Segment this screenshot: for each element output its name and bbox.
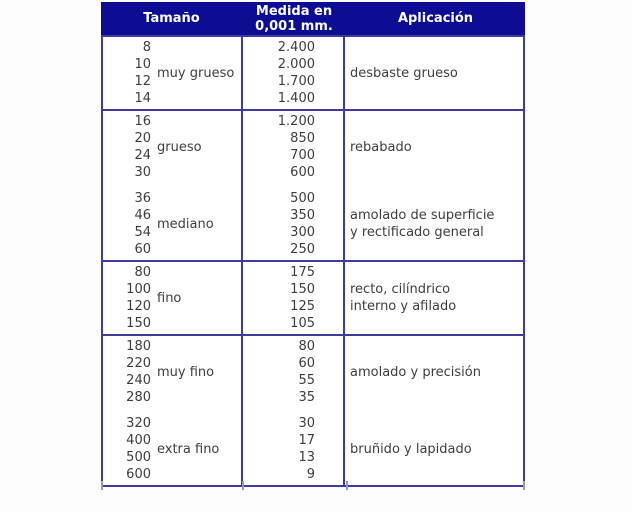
application-line: bruñido y lapidado (350, 441, 472, 457)
measure-value: 13 (298, 450, 315, 465)
border-stub (242, 481, 244, 490)
measure-value: 700 (290, 148, 315, 163)
size-value: 120 (126, 299, 151, 314)
table-body (101, 35, 525, 487)
measure-group (243, 190, 343, 258)
size-value: 240 (126, 373, 151, 388)
measure-value: 2.400 (277, 40, 315, 55)
table-row (103, 334, 523, 485)
grade-label: muy fino (157, 364, 215, 380)
grade-label: muy grueso (157, 65, 235, 81)
grain-size-table (101, 2, 525, 487)
size-values (103, 264, 151, 332)
size-value: 8 (142, 40, 151, 55)
size-group (103, 113, 241, 181)
size-values (103, 39, 151, 107)
measure-value: 600 (290, 165, 315, 180)
measure-values (271, 190, 315, 258)
grade-label: extra fino (157, 441, 220, 457)
size-value: 16 (134, 114, 151, 129)
measure-value: 300 (290, 225, 315, 240)
size-values (103, 190, 151, 258)
size-cell (103, 37, 241, 109)
header-measure-line1: Medida en (255, 3, 333, 19)
measure-cell (241, 111, 343, 260)
application-text (350, 364, 481, 381)
application-text (350, 441, 472, 458)
size-group (103, 264, 241, 332)
size-value: 54 (134, 225, 151, 240)
size-cell (103, 111, 241, 260)
measure-value: 9 (306, 467, 315, 482)
measure-cell (241, 37, 343, 109)
measure-value: 850 (290, 131, 315, 146)
application-group (345, 264, 519, 332)
measure-values (271, 264, 315, 332)
size-values (103, 338, 151, 406)
table-header-row (101, 2, 525, 35)
size-value: 280 (126, 390, 151, 405)
size-value: 24 (134, 148, 151, 163)
measure-value: 30 (298, 416, 315, 431)
size-values (103, 113, 151, 181)
application-group (345, 415, 519, 483)
measure-value: 80 (298, 339, 315, 354)
application-group (345, 190, 519, 258)
size-value: 60 (134, 242, 151, 257)
size-value: 100 (126, 282, 151, 297)
measure-value: 105 (290, 316, 315, 331)
size-value: 180 (126, 339, 151, 354)
application-line: recto, cilíndrico (350, 282, 451, 297)
header-size: Tamaño (143, 11, 200, 26)
size-value: 30 (134, 165, 151, 180)
application-line: interno y afilado (350, 299, 457, 314)
measure-values (271, 338, 315, 406)
measure-value: 150 (290, 282, 315, 297)
application-text (350, 65, 458, 82)
size-value: 14 (134, 91, 151, 106)
table-row (103, 37, 523, 109)
size-values (103, 415, 151, 483)
application-text (350, 139, 412, 156)
application-line: rebabado (350, 139, 412, 155)
measure-group (243, 338, 343, 406)
measure-value: 125 (290, 299, 315, 314)
size-group (103, 190, 241, 258)
application-cell (343, 336, 519, 485)
application-line: y rectificado general (350, 225, 484, 240)
measure-value: 2.000 (277, 57, 315, 72)
measure-cell (241, 262, 343, 334)
table-row (103, 260, 523, 334)
size-value: 80 (134, 265, 151, 280)
measure-value: 1.400 (277, 91, 315, 106)
application-group (345, 338, 519, 406)
size-group (103, 39, 241, 107)
size-value: 320 (126, 416, 151, 431)
measure-values (271, 415, 315, 483)
size-value: 150 (126, 316, 151, 331)
size-value: 600 (126, 467, 151, 482)
application-group (345, 113, 519, 181)
size-value: 400 (126, 433, 151, 448)
measure-cell (241, 336, 343, 485)
application-group (345, 39, 519, 107)
grade-label: grueso (157, 139, 202, 155)
grade-label: fino (157, 290, 182, 306)
measure-value: 350 (290, 208, 315, 223)
measure-group (243, 415, 343, 483)
grade-label: mediano (157, 216, 214, 232)
measure-value: 35 (298, 390, 315, 405)
size-value: 20 (134, 131, 151, 146)
size-value: 10 (134, 57, 151, 72)
application-cell (343, 37, 519, 109)
header-measure-line2: 0,001 mm. (255, 18, 333, 34)
application-text (350, 207, 494, 241)
measure-value: 1.200 (277, 114, 315, 129)
measure-value: 250 (290, 242, 315, 257)
measure-values (271, 113, 315, 181)
size-cell (103, 336, 241, 485)
size-value: 500 (126, 450, 151, 465)
border-stub (523, 481, 525, 490)
size-value: 12 (134, 74, 151, 89)
application-cell (343, 262, 519, 334)
application-line: amolado de superficie (350, 208, 495, 223)
measure-group (243, 113, 343, 181)
measure-value: 1.700 (277, 74, 315, 89)
size-value: 36 (134, 191, 151, 206)
header-measure (242, 4, 346, 34)
measure-values (271, 39, 315, 107)
measure-group (243, 39, 343, 107)
size-value: 220 (126, 356, 151, 371)
size-group (103, 415, 241, 483)
measure-group (243, 264, 343, 332)
application-line: amolado y precisión (350, 364, 481, 380)
application-text (350, 281, 456, 315)
application-line: desbaste grueso (350, 65, 458, 81)
border-stub (346, 481, 348, 490)
size-value: 46 (134, 208, 151, 223)
header-application: Aplicación (397, 11, 474, 26)
size-cell (103, 262, 241, 334)
measure-value: 17 (298, 433, 315, 448)
size-group (103, 338, 241, 406)
measure-value: 500 (290, 191, 315, 206)
measure-value: 175 (290, 265, 315, 280)
measure-value: 55 (298, 373, 315, 388)
application-cell (343, 111, 519, 260)
table-row (103, 109, 523, 260)
border-stub (101, 481, 103, 490)
measure-value: 60 (298, 356, 315, 371)
